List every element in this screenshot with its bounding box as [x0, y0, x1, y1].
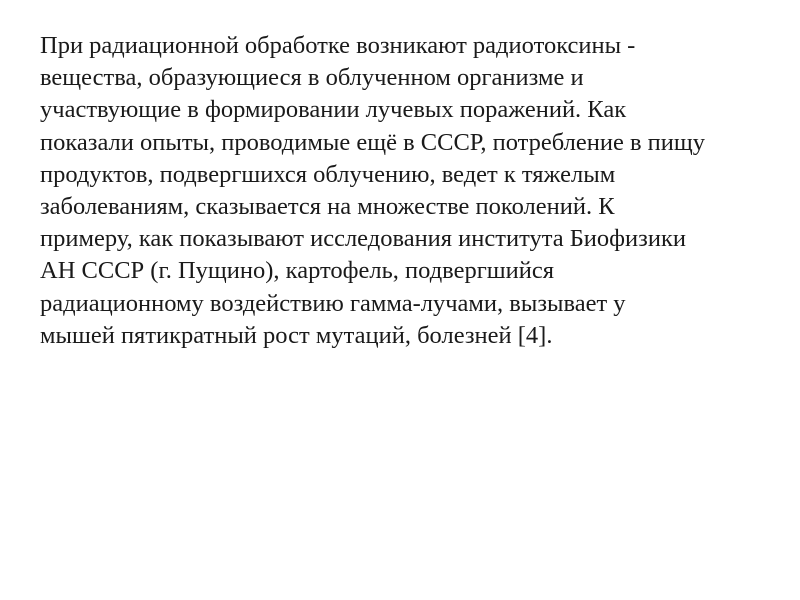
text-line-5: продуктов, подвергшихся облучению, ведет к тяжелым	[40, 160, 616, 188]
body-text-paragraph	[40, 30, 780, 352]
text-line-1: При радиационной обработке возникают радиотоксины -	[40, 32, 636, 59]
text-line-3: участвующие в формировании лучевых поражений. Как	[40, 96, 627, 124]
text-line-8: АН СССР (г. Пущино), картофель, подвергшийся	[40, 257, 554, 285]
text-line-9: радиационному воздействию гамма-лучами, вызывает у	[40, 289, 626, 317]
text-line-4: показали опыты, проводимые ещё в СССР, потребление в пищу	[40, 128, 705, 156]
text-line-2: вещества, образующиеся в облученном организме и	[40, 64, 584, 92]
text-line-6: заболеваниям, сказывается на множестве поколений. К	[40, 193, 615, 221]
text-line-7: примеру, как показывают исследования института Биофизики	[40, 225, 686, 253]
text-line-10: мышей пятикратный рост мутаций, болезней [4].	[40, 321, 553, 349]
